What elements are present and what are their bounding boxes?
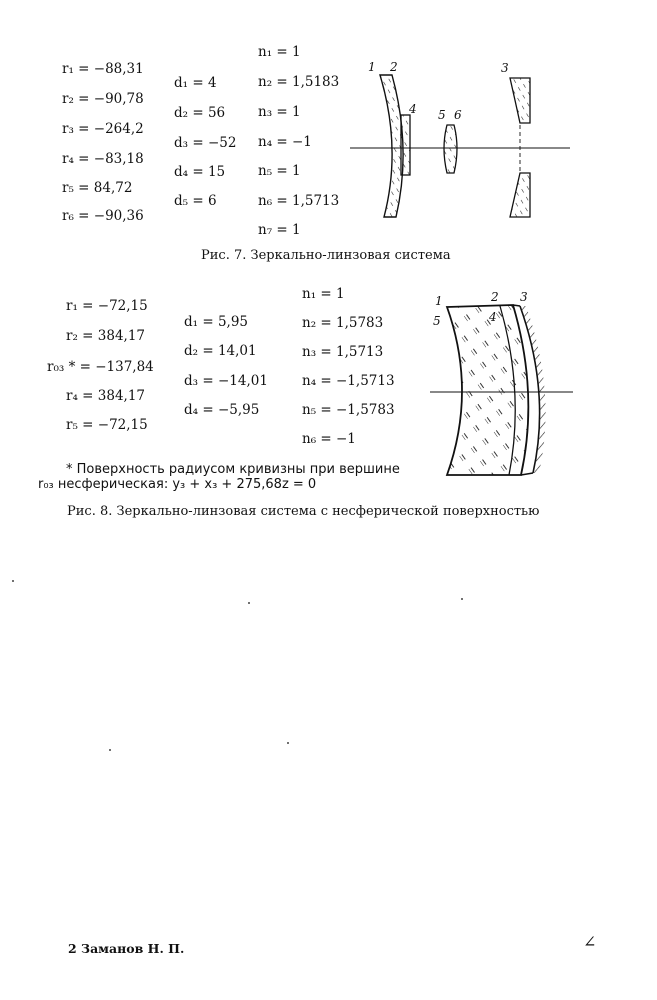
fig7-caption: Рис. 7. Зеркально-линзовая система [201,248,451,263]
fig7-radius-2: r₂ = −90,78 [62,91,144,107]
fig7-label-6: 6 [454,108,462,122]
fig8-radius-5: r₅ = −72,15 [66,417,148,433]
fig8-distance-2: d₂ = 14,01 [184,343,257,359]
fig8-label-3: 3 [520,290,528,304]
fig7-secondary-mirror [401,115,410,175]
fig8-caption: Рис. 8. Зеркально-линзовая система с несферической поверхностью [67,504,540,519]
fig7-primary-mirror-top [510,78,530,123]
fig8-footnote-line-1: * Поверхность радиусом кривизны при вершине [66,462,400,477]
scan-speck [287,742,289,744]
fig7-lens-5-6 [444,125,457,173]
fig8-label-5: 5 [433,314,441,328]
fig8-index-3: n₃ = 1,5713 [302,344,384,360]
fig8-distance-1: d₁ = 5,95 [184,314,249,330]
fig7-distance-4: d₄ = 15 [174,164,226,180]
fig7-radius-5: r₅ = 84,72 [62,180,133,196]
fig7-label-2: 2 [390,60,398,74]
fig7-index-3: n₃ = 1 [258,104,301,120]
fig7-radius-6: r₆ = −90,36 [62,208,144,224]
fig7-index-7: n₇ = 1 [258,222,301,238]
fig8-optical-diagram [425,285,575,480]
page-mark: ∠ [583,932,597,951]
fig8-distance-4: d₄ = −5,95 [184,402,260,418]
fig7-distance-5: d₅ = 6 [174,193,217,209]
fig8-label-1: 1 [435,294,443,308]
fig8-radius-03: r₀₃ * = −137,84 [47,359,154,375]
fig7-label-1: 1 [368,60,376,74]
fig8-radius-2: r₂ = 384,17 [66,328,145,344]
fig7-index-4: n₄ = −1 [258,134,312,150]
fig8-distance-3: d₃ = −14,01 [184,373,268,389]
fig8-footnote-line-2: r₀₃ несферическая: y₃ + x₃ + 275,68z = 0 [38,477,317,492]
fig8-radius-1: r₁ = −72,15 [66,298,148,314]
fig7-primary-mirror-bottom [510,173,530,217]
scan-speck [109,749,111,751]
fig8-index-6: n₆ = −1 [302,431,356,447]
fig8-index-5: n₅ = −1,5783 [302,402,395,418]
fig7-label-4: 4 [409,102,417,116]
fig8-lens-body [447,305,528,475]
fig7-index-6: n₆ = 1,5713 [258,193,340,209]
fig7-radius-3: r₃ = −264,2 [62,121,144,137]
fig7-optical-diagram [340,55,580,230]
fig8-index-4: n₄ = −1,5713 [302,373,395,389]
scan-speck [461,598,463,600]
scan-speck [248,602,250,604]
fig8-index-1: n₁ = 1 [302,286,345,302]
scan-speck [12,580,14,582]
page-footer-author: 2 Заманов Н. П. [68,941,185,956]
fig7-radius-1: r₁ = −88,31 [62,61,144,77]
fig8-label-2: 2 [491,290,499,304]
fig8-radius-4: r₄ = 384,17 [66,388,145,404]
fig7-index-1: n₁ = 1 [258,44,301,60]
fig7-radius-4: r₄ = −83,18 [62,151,144,167]
fig7-label-5: 5 [438,108,446,122]
fig7-distance-1: d₁ = 4 [174,75,217,91]
fig8-index-2: n₂ = 1,5783 [302,315,384,331]
fig7-index-2: n₂ = 1,5183 [258,74,340,90]
fig7-meniscus-lens [380,75,403,217]
fig7-label-3: 3 [501,61,509,75]
fig7-index-5: n₅ = 1 [258,163,301,179]
fig8-label-4: 4 [489,310,497,324]
fig7-distance-2: d₂ = 56 [174,105,226,121]
fig7-distance-3: d₃ = −52 [174,135,237,151]
